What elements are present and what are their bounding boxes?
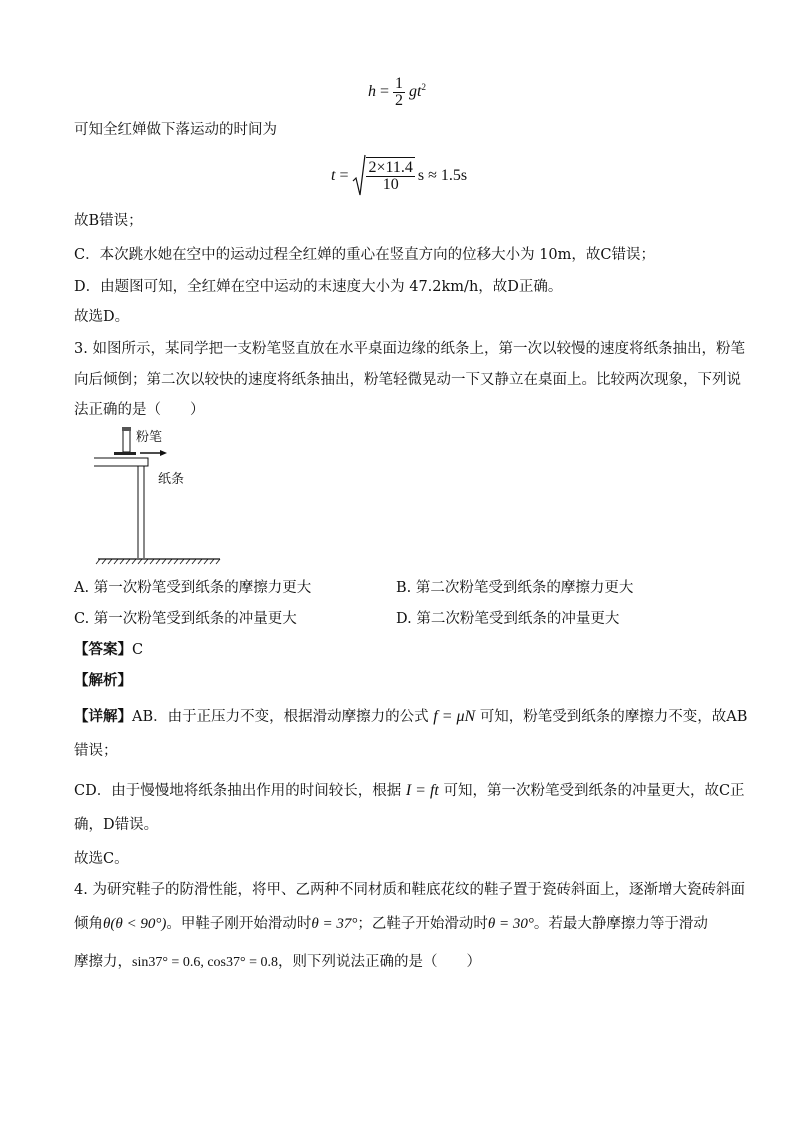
paper-label: 纸条 [158, 472, 185, 487]
text-line-5: 故选D。 [74, 309, 130, 325]
formula-h [368, 76, 426, 109]
chalk-top-shape [122, 427, 131, 431]
detail-p1-b: 可知，粉笔受到纸条的摩擦力不变，故AB [479, 709, 748, 725]
detail-p1-c: 错误； [74, 743, 118, 759]
q4-line2-c: ；乙鞋子开始滑动时 [357, 916, 488, 932]
option-b: B. 第二次粉笔受到纸条的摩擦力更大 [396, 580, 634, 596]
q4-line2-a: 倾角 [74, 916, 103, 932]
question-3-line-1: 3. 如图所示，某同学把一支粉笔竖直放在水平桌面边缘的纸条上，第一次以较慢的速度将纸条抽出，粉笔 [74, 341, 745, 357]
question-3-line-2: 向后倾倒；第二次以较快的速度将纸条抽出，粉笔轻微晃动一下又静立在桌面上。比较两次现象，下列说 [74, 372, 741, 388]
formula-t-fraction [366, 157, 414, 193]
q4-trig: sin37° = 0.6, cos37° = 0.8 [132, 955, 278, 970]
text-line-4: D．由题图可知，全红婵在空中运动的末速度大小为 47.2km/h，故D正确。 [74, 279, 563, 295]
q4-theta-37: θ = 37° [311, 916, 358, 932]
pull-arrow-head-icon [160, 450, 167, 456]
formula-h-rhs: gt [409, 83, 422, 101]
answer-tag: 【答案】 [74, 641, 132, 658]
formula-t-num: 2×11.4 [368, 159, 413, 176]
detail-p2-b: 可知，第一次粉笔受到纸条的冲量更大，故C正 [443, 783, 745, 799]
text-line-2: 故B错误； [74, 213, 143, 229]
detail-tag: 【详解】 [74, 708, 132, 725]
detail-p1-a: AB．由于正压力不变，根据滑动摩擦力的公式 [132, 709, 429, 725]
chalk-label: 粉笔 [136, 430, 163, 445]
analysis-tag: 【解析】 [74, 672, 132, 689]
q4-line2-b: 。甲鞋子刚开始滑动时 [166, 916, 312, 932]
formula-h-fraction [393, 76, 405, 109]
sqrt-sign-icon [352, 153, 366, 199]
formula-t-lhs: t [331, 167, 336, 184]
formula-t-den: 10 [382, 176, 399, 193]
q4-line3-a: 摩擦力， [74, 954, 132, 970]
detail-p1-formula: f = μN [433, 708, 476, 725]
question-4-line-3 [74, 952, 481, 973]
answer-value: C [132, 642, 144, 658]
formula-h-exp: 2 [421, 81, 426, 92]
text-line-1: 可知全红婵做下落运动的时间为 [74, 122, 277, 138]
detail-p2-formula: I = ft [405, 782, 439, 799]
text-line-3: C．本次跳水她在空中的运动过程全红婵的重心在竖直方向的位移大小为 10m，故C错误； [74, 247, 655, 263]
question-3-line-3: 法正确的是（ ） [74, 402, 205, 418]
detail-p2-c: 确，D错误。 [74, 817, 159, 833]
q4-theta-30: θ = 30° [487, 916, 534, 932]
table-top-shape [94, 458, 148, 466]
question-4-line-2 [74, 914, 708, 934]
q4-line2-d: 。若最大静摩擦力等于滑动 [533, 916, 708, 932]
option-d: D. 第二次粉笔受到纸条的冲量更大 [396, 611, 620, 627]
answer-line [74, 640, 143, 660]
conclusion-line: 故选C。 [74, 851, 129, 867]
formula-h-num: 1 [395, 75, 404, 92]
formula-t [331, 152, 467, 200]
table-diagram [94, 422, 234, 572]
question-4-line-1: 4. 为研究鞋子的防滑性能，将甲、乙两种不同材质和鞋底花纹的鞋子置于瓷砖斜面上，逐渐增大瓷砖斜面 [74, 882, 745, 898]
ground-hatch [96, 559, 220, 564]
q4-line3-b: ，则下列说法正确的是（ ） [278, 954, 481, 970]
detail-paragraph-1 [74, 707, 747, 727]
detail-p2-a: CD．由于慢慢地将纸条抽出作用的时间较长，根据 [74, 783, 402, 799]
formula-h-den: 2 [395, 92, 404, 109]
formula-h-lhs: h [368, 83, 376, 101]
q4-line2-cond: θ(θ < 90°) [103, 916, 167, 932]
detail-paragraph-2 [74, 781, 745, 801]
paper-strip-shape [114, 452, 136, 455]
formula-h-eq: = [380, 83, 390, 101]
option-c: C. 第一次粉笔受到纸条的冲量更大 [74, 611, 297, 627]
chalk-table-figure [94, 422, 234, 572]
formula-t-eq: = [339, 167, 349, 184]
formula-t-tail: s ≈ 1.5s [417, 167, 468, 184]
chalk-shape [123, 430, 130, 452]
option-a: A. 第一次粉笔受到纸条的摩擦力更大 [74, 580, 312, 596]
